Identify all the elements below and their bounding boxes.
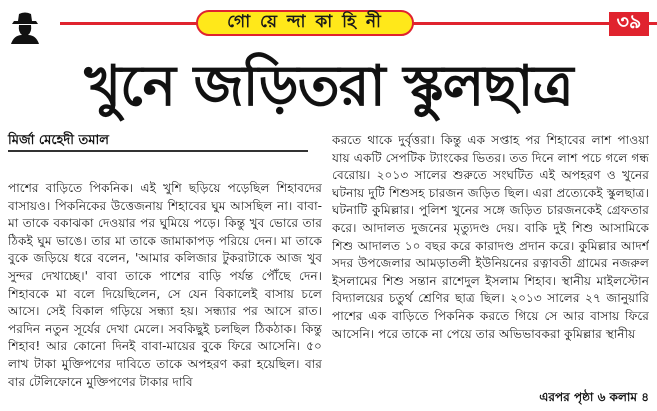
page-number: ৩৯ — [609, 12, 649, 36]
article-column-left — [8, 180, 322, 411]
section-title: গো য়ে ন্দা কা হি নী — [196, 10, 414, 36]
article-byline: মির্জা মেহেদী তমাল — [8, 133, 109, 148]
byline-divider — [8, 150, 308, 152]
section-header — [0, 10, 657, 37]
article-headline: খুনে জড়িতরা স্কুলছাত্র — [84, 54, 573, 119]
right-column-text: করতে থাকে দুর্বৃত্তরা। কিন্তু এক সপ্তাহ পর শিহাবের লাশ পাওয়া যায় একটি সেপটিক ট্যাংকের ভিতর। তত দিনে লাশ পচে গলে গন্ধ বেরোয়। ২০১৩ সালের শুরুতে সংঘটিত এই অপহরণ ও খুনের ঘটনায় দুটি শিশুসহ চারজন জড়িত ছিল। এরা প্রত্যেকেই স্কুলছাত্র। ঘটনাটি কুমিল্লার। পুলিশ খুনের সঙ্গে জড়িত চারজনকেই গ্রেফতার করে। আদালত দুজনের মৃত্যুদণ্ড দেয়। বাকি দুই শিশু আসামিকে শিশু আদালত ১০ বছর করে কারাদণ্ড প্রদান করে। কুমিল্লার আদর্শ সদর উপজেলার আমড়াতলী ইউনিয়নের রত্নাবতী গ্রামের নজরুল ইসলামের শিশু সন্তান রাশেদুল ইসলাম শিহাব। স্থানীয় মাইলস্টোন বিদ্যালয়ের চতুর্থ শ্রেণির ছাত্র ছিল। ২০১৩ সালের ২৭ জানুয়ারি পাশের এক বাড়িতে পিকনিক করতে গিয়ে সে আর বাসায় ফিরে আসেনি। পরে তাকে না পেয়ে তার অভিভাবকরা কুমিল্লার স্থানীয় — [332, 133, 649, 341]
detective-silhouette-icon — [6, 10, 44, 44]
continuation-note: এরপর পৃষ্ঠা ৬ কলাম ৪ — [539, 390, 649, 404]
article-column-right — [332, 132, 649, 411]
left-column-text: পাশের বাড়িতে পিকনিক। এই খুশি ছড়িয়ে পড়েছিল শিহাবদের বাসায়ও। পিকনিকের উত্তেজনায় শিহাবের ঘুম আসছিল না। বাবা-মা তাকে বকাঝকা দেওয়ার পর ঘুমিয়ে পড়ে। কিন্তু খুব ভোরে তার ঠিকই ঘুম ভাঙে। তার মা তাকে জামাকাপড় পরিয়ে দেন। মা তাকে বুকে জড়িয়ে ধরে বলেন, 'আমার কলিজার টুকরাটাকে আজ খুব সুন্দর দেখাচ্ছে।' বাবা তাকে পাশের বাড়ি পর্যন্ত পৌঁছে দেন। শিহাবকে মা বলে দিয়েছিলেন, সে যেন বিকালেই বাসায় চলে আসে। সেই বিকাল গড়িয়ে সন্ধ্যা হয়। সন্ধ্যার পর আসে রাত। পরদিন নতুন সূর্যের দেখা মেলে। সবকিছুই চলছিল ঠিকঠাক। কিন্তু শিহাব! আর কোনো দিনই বাবা-মায়ের বুকে ফিরে আসেনি। ৫০ লাখ টাকা মুক্তিপণের দাবিতে তাকে অপহরণ করা হয়েছিল। বার বার টেলিফোনে মুক্তিপণের টাকার দাবি — [8, 181, 322, 389]
